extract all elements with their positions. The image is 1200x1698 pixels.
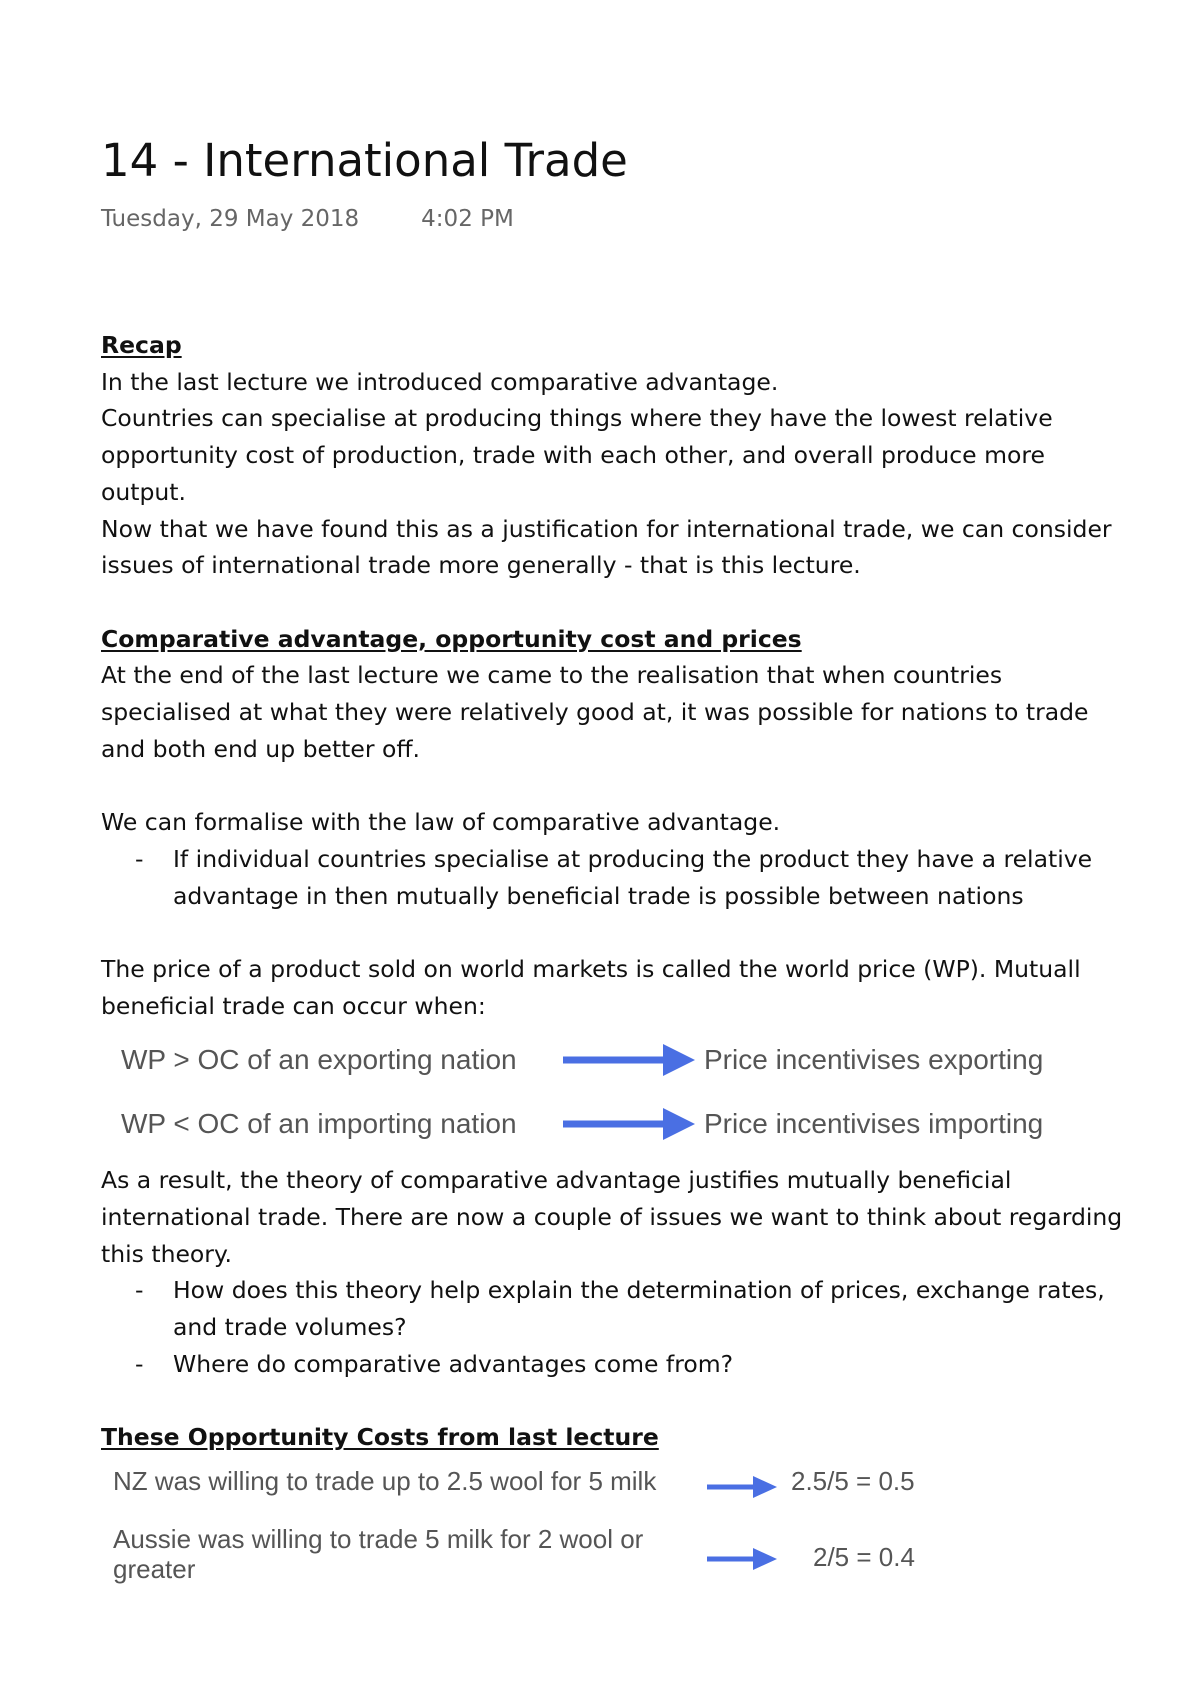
- flow-condition: WP < OC of an importing nation: [121, 1107, 517, 1139]
- right-arrow-icon: [703, 1544, 783, 1574]
- comparative-intro: At the end of the last lecture we came to the realisation that when countries specialised at what they were relatively good at, it was possible for nations to trade and both end up better off.: [101, 661, 1089, 763]
- oc-row-aussie: [113, 1524, 1126, 1584]
- law-list: [101, 841, 1126, 914]
- world-price-text: The price of a product sold on world markets is called the world price (WP). Mutuall beneficial trade can occur when:: [101, 954, 1081, 1020]
- recap-line: Now that we have found this as a justification for international trade, we can consider issues of international trade more generally - that is this lecture.: [101, 514, 1112, 580]
- right-arrow-icon: [703, 1472, 783, 1502]
- opportunity-heading: These Opportunity Costs from last lecture: [101, 1423, 659, 1452]
- oc-calc: 2/5 = 0.4: [813, 1541, 915, 1572]
- flow-result: Price incentivises importing: [704, 1107, 1044, 1139]
- opportunity-cost-diagram: [113, 1466, 1126, 1584]
- page-datetime: [101, 206, 514, 232]
- recap-line: In the last lecture we introduced comparative advantage.: [101, 367, 779, 396]
- flow-row-import: [121, 1092, 1126, 1156]
- page-time: 4:02 PM: [421, 206, 514, 232]
- law-intro: We can formalise with the law of comparative advantage.: [101, 808, 781, 837]
- oc-statement: NZ was willing to trade up to 2.5 wool for 5 milk: [113, 1465, 657, 1496]
- question-item: - How does this theory help explain the determination of prices, exchange rates, and trade volumes?: [173, 1272, 1126, 1345]
- question-item: - Where do comparative advantages come from?: [173, 1346, 1126, 1383]
- right-arrow-icon: [559, 1104, 704, 1144]
- flow-condition: WP > OC of an exporting nation: [121, 1043, 517, 1075]
- right-arrow-icon: [559, 1040, 704, 1080]
- oc-statement: Aussie was willing to trade 5 milk for 2 wool or greater: [113, 1523, 644, 1584]
- page-date: Tuesday, 29 May 2018: [101, 206, 360, 232]
- flow-result: Price incentivises exporting: [704, 1043, 1044, 1075]
- oc-row-nz: [113, 1466, 1126, 1502]
- result-text: As a result, the theory of comparative advantage justifies mutually beneficial international trade. There are now a couple of issues we want to think about regarding this theory.: [101, 1166, 1123, 1268]
- recap-heading: Recap: [101, 331, 182, 359]
- trade-flow-diagram: [121, 1028, 1126, 1156]
- comparative-heading: Comparative advantage, opportunity cost and prices: [101, 624, 802, 653]
- law-bullet: - If individual countries specialise at producing the product they have a relative advantage in then mutually beneficial trade is possible between nations: [173, 841, 1126, 914]
- oc-calc: 2.5/5 = 0.5: [791, 1465, 915, 1496]
- flow-row-export: [121, 1028, 1126, 1092]
- recap-line: Countries can specialise at producing things where they have the lowest relative opportunity cost of production, trade with each other, and overall produce more output.: [101, 404, 1053, 506]
- question-list: [101, 1272, 1126, 1382]
- note-body: [101, 327, 1126, 1584]
- page-title: 14 - International Trade: [101, 134, 628, 187]
